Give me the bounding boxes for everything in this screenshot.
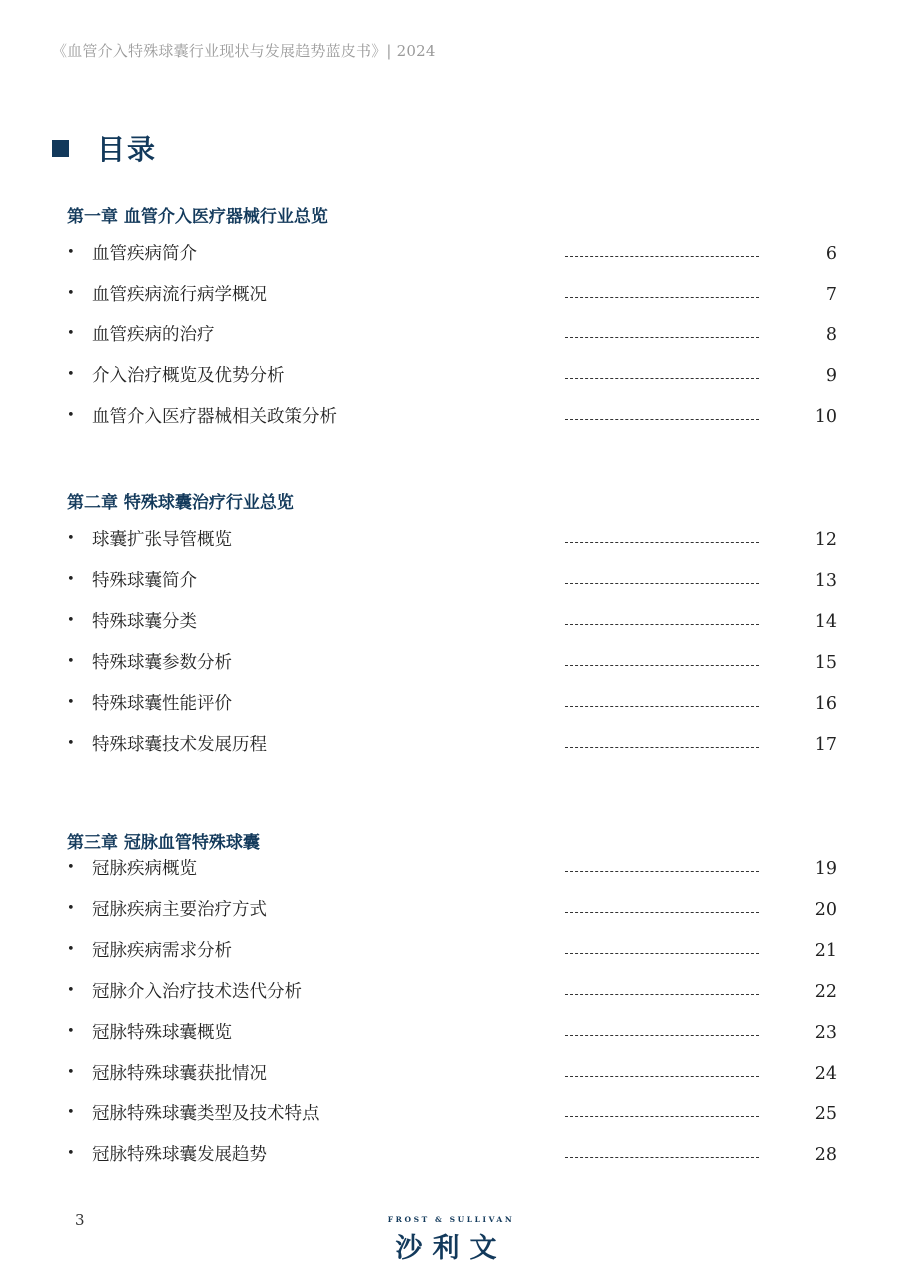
toc-entry[interactable] [67,283,837,309]
toc-entry-text: 冠脉疾病概览 [92,859,197,879]
toc-entry-page: 21 [814,941,837,961]
logo-english-text: FROST & SULLIVAN [387,1215,515,1224]
toc-entry-text: 血管介入医疗器械相关政策分析 [92,407,337,427]
toc-entry-page: 10 [814,407,837,427]
toc-entry-text: 血管疾病流行病学概况 [92,285,267,305]
toc-entry[interactable] [67,1102,837,1128]
toc-entry-page: 16 [814,694,837,714]
bullet-icon: • [67,367,75,382]
bullet-icon: • [67,1024,75,1039]
toc-heading [52,128,157,168]
page-number: 3 [75,1211,85,1229]
bullet-icon: • [67,613,75,628]
bullet-icon: • [67,286,75,301]
bullet-icon: • [67,1065,75,1080]
bullet-icon: • [67,326,75,341]
toc-entry[interactable] [67,733,837,759]
toc-entry-page: 6 [825,244,837,264]
bullet-icon: • [67,531,75,546]
toc-entry-page: 12 [814,530,837,550]
toc-entry-page: 15 [814,653,837,673]
dot-leader [565,297,759,298]
toc-entry-text: 特殊球囊技术发展历程 [92,735,267,755]
toc-entry-page: 14 [814,612,837,632]
bullet-icon: • [67,736,75,751]
toc-entry-text: 特殊球囊分类 [92,612,197,632]
toc-entry[interactable] [67,569,837,595]
bullet-icon: • [67,901,75,916]
bullet-icon: • [67,942,75,957]
bullet-icon: • [67,860,75,875]
toc-entry[interactable] [67,405,837,431]
toc-entry[interactable] [67,692,837,718]
toc-entry[interactable] [67,610,837,636]
toc-entry-text: 冠脉特殊球囊概览 [92,1023,232,1043]
dot-leader [565,912,759,913]
toc-entry[interactable] [67,651,837,677]
dot-leader [565,1076,759,1077]
dot-leader [565,1035,759,1036]
bullet-icon: • [67,1146,75,1161]
toc-entry[interactable] [67,898,837,924]
dot-leader [565,706,759,707]
dot-leader [565,1116,759,1117]
dot-leader [565,256,759,257]
dot-leader [565,624,759,625]
toc-entry-text: 血管疾病的治疗 [92,325,215,345]
toc-entry-page: 9 [825,366,837,386]
toc-entry[interactable] [67,980,837,1006]
toc-entry-text: 介入治疗概览及优势分析 [92,366,285,386]
document-header: 《血管介入特殊球囊行业现状与发展趋势蓝皮书》| 2024 [52,42,436,60]
dot-leader [565,871,759,872]
dot-leader [565,337,759,338]
toc-entry-text: 特殊球囊简介 [92,571,197,591]
toc-entry-page: 8 [825,325,837,345]
toc-entry-page: 13 [814,571,837,591]
toc-entry[interactable] [67,364,837,390]
toc-entry-text: 特殊球囊参数分析 [92,653,232,673]
toc-title: 目录 [97,133,158,166]
toc-entry-text: 球囊扩张导管概览 [92,530,232,550]
bullet-icon: • [67,245,75,260]
toc-entry[interactable] [67,1143,837,1169]
toc-entry-page: 22 [814,982,837,1002]
toc-entry-page: 7 [825,285,837,305]
toc-entry-text: 血管疾病简介 [92,244,197,264]
toc-entry[interactable] [67,1021,837,1047]
bullet-icon: • [67,983,75,998]
bullet-icon: • [67,1105,75,1120]
square-bullet-icon [52,140,69,157]
toc-entry-page: 25 [814,1104,837,1124]
toc-entry-page: 23 [814,1023,837,1043]
toc-entry-page: 20 [814,900,837,920]
toc-entry-page: 28 [814,1145,837,1165]
dot-leader [565,378,759,379]
toc-entry-text: 冠脉特殊球囊获批情况 [92,1064,267,1084]
toc-entry-text: 冠脉特殊球囊发展趋势 [92,1145,267,1165]
dot-leader [565,747,759,748]
chapter-title: 第一章 血管介入医疗器械行业总览 [67,207,328,227]
toc-entry[interactable] [67,528,837,554]
dot-leader [565,419,759,420]
chapter-title: 第三章 冠脉血管特殊球囊 [67,833,260,853]
toc-entry-text: 特殊球囊性能评价 [92,694,232,714]
toc-entry[interactable] [67,323,837,349]
toc-entry[interactable] [67,939,837,965]
frost-sullivan-logo [380,1215,522,1265]
bullet-icon: • [67,408,75,423]
dot-leader [565,583,759,584]
toc-entry-page: 24 [814,1064,837,1084]
toc-entry-text: 冠脉疾病需求分析 [92,941,232,961]
toc-entry-text: 冠脉介入治疗技术迭代分析 [92,982,302,1002]
toc-entry[interactable] [67,857,837,883]
logo-chinese-text: 沙利文 [395,1233,507,1264]
bullet-icon: • [67,695,75,710]
dot-leader [565,542,759,543]
toc-entry-text: 冠脉疾病主要治疗方式 [92,900,267,920]
toc-entry-page: 17 [814,735,837,755]
dot-leader [565,994,759,995]
dot-leader [565,1157,759,1158]
dot-leader [565,953,759,954]
toc-entry-page: 19 [814,859,837,879]
dot-leader [565,665,759,666]
toc-entry[interactable] [67,1062,837,1088]
toc-entry[interactable] [67,242,837,268]
bullet-icon: • [67,572,75,587]
bullet-icon: • [67,654,75,669]
toc-entry-text: 冠脉特殊球囊类型及技术特点 [92,1104,320,1124]
chapter-title: 第二章 特殊球囊治疗行业总览 [67,493,294,513]
